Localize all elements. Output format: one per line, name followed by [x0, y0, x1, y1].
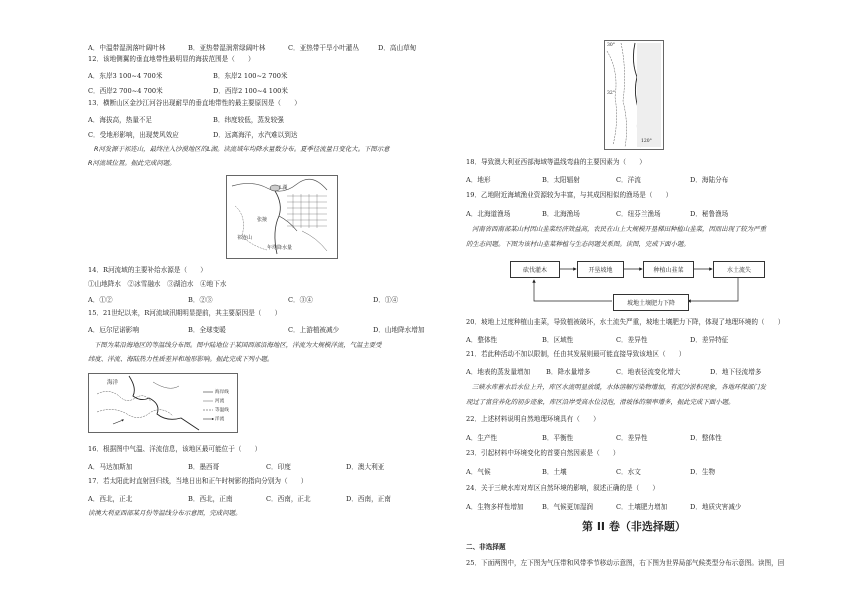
- q11-option-b: B．亚热带湿润常绿阔叶林: [188, 44, 266, 52]
- q17-option-a: A．西北，正北: [88, 495, 133, 503]
- intro-r-line2: R河流域位置。据此完成问题。: [88, 159, 176, 167]
- q17-stem: 17．若太阳此时直射回归线，当地日出和正午时树影的指向分别为（ ）: [88, 477, 308, 485]
- q16-option-a: A．马达加斯加: [88, 463, 133, 471]
- map2-legend-current: 洋流: [215, 417, 225, 422]
- q15-stem: 15．21世纪以来，R河流域汛期明显提前，其主要原因是（ ）: [88, 309, 282, 317]
- map2-label-sea: 海洋: [107, 380, 119, 386]
- q20-option-a: A．整体性: [466, 336, 498, 344]
- intro-henan-line2: 的生态问题。下图为该村山韭菜种植与生态问题关系图。读图，完成下面小题。: [466, 240, 690, 248]
- q21-option-c: C．地表径流变化增大: [616, 368, 681, 376]
- map2-legend-isotherm: 等温线: [215, 408, 229, 413]
- q15-option-d: D．山地降水增加: [373, 326, 425, 334]
- q24-option-c: C．土壤肥力增加: [616, 503, 668, 511]
- r-river-map: [226, 175, 338, 259]
- q20-option-b: B．区域性: [542, 336, 574, 344]
- map3-label-120: 120°: [641, 139, 652, 144]
- q12-option-d: D．西岸2 100~4 100米: [213, 87, 288, 95]
- q19-stem: 19．乙地附近海域渔业资源较为丰富，与其成因相似的渔场是（ ）: [466, 191, 673, 199]
- q15-option-b: B．全球变暖: [188, 326, 226, 334]
- flow-box-soil-erosion: 水土流失: [713, 261, 765, 278]
- q23-option-b: B．土壤: [542, 468, 567, 476]
- q11-option-a: A．中温带湿润落叶阔叶林: [88, 44, 166, 52]
- q15-option-c: C．上游植被减少: [288, 326, 340, 334]
- q23-option-a: A．气候: [466, 468, 491, 476]
- map1-label-qilian: 祁连山: [237, 235, 253, 241]
- q13-option-a: A．海拔高，热量不足: [88, 116, 153, 124]
- map1-label-zhangye: 张掖: [257, 217, 268, 223]
- intro-r-line1: R河发源于祁连山，最终注入沙漠地区的L湖。读流域年均降水量数分布。夏季径流量日变化大。下图示意: [94, 145, 390, 153]
- q19-option-d: D．秘鲁渔场: [690, 210, 729, 218]
- q17-option-d: D．西南，正南: [346, 495, 391, 503]
- map2-legend-coast: 海岸线: [215, 390, 229, 395]
- q24-stem: 24．关于三峡水库对库区自然环境的影响，叙述正确的是（ ）: [466, 484, 660, 492]
- q18-option-d: D．海陆分布: [690, 176, 729, 184]
- q14-option-d: D．①④: [373, 296, 399, 304]
- q11-option-d: D．高山草甸: [378, 44, 417, 52]
- australia-west-map: [604, 40, 664, 150]
- q16-option-c: C．印度: [266, 463, 291, 471]
- q14-option-b: B．②③: [188, 296, 213, 304]
- q13-option-b: B．纬度较低，蒸发较强: [213, 116, 284, 124]
- q15-option-a: A．厄尔尼诺影响: [88, 326, 139, 334]
- q23-option-c: C．水文: [616, 468, 641, 476]
- q21-stem: 21．若此种活动不加以限制，任由其发展则最可能直接导致该地区（ ）: [466, 350, 686, 358]
- q14-stem: 14．R河流域的主要补给水源是（ ）: [88, 266, 207, 274]
- q17-option-c: C．西南，正北: [266, 495, 311, 503]
- flow-box-soil-fertility: 坡地土壤肥力下降: [613, 294, 689, 311]
- flow-box-plant-chives: 种植山韭菜: [643, 261, 694, 278]
- q14-items: ①山地降水 ②冰雪融水 ③湖泊水 ④地下水: [88, 280, 227, 288]
- flow-box-cut-shrubs: 砍伐灌木: [510, 261, 560, 278]
- q20-option-c: C．差异性: [616, 336, 648, 344]
- q19-option-c: C．纽芬兰渔场: [616, 210, 661, 218]
- q23-stem: 23．引起材料中环境变化的首要自然因素是（ ）: [466, 449, 620, 457]
- q18-option-c: C．洋流: [616, 176, 641, 184]
- q22-option-b: B．平衡性: [542, 434, 574, 442]
- last-line: 读澳大利亚西部某月份等温线分布示意图，完成问题。: [88, 509, 242, 517]
- q13-stem: 13．横断山区金沙江河谷出现耐旱的垂直地带性的最主要原因是（ ）: [88, 99, 301, 107]
- q21-option-a: A．地表的蒸发量增加: [466, 368, 531, 376]
- q21-option-d: D．地下径流增多: [710, 368, 762, 376]
- map3-label-32: 32°: [607, 91, 615, 96]
- q25-stem: 25．下面两图中，左下图为气压带和风带季节移动示意图，右下图为世界局部气候类型分布示意图。读图，回: [466, 559, 785, 567]
- q16-option-d: D．澳大利亚: [346, 463, 385, 471]
- isotherm-map: [88, 373, 238, 433]
- part2-subtitle: 二、非选择题: [466, 543, 506, 551]
- intro-coast-line2: 纬度、洋流、海陆热力性质差异和地形影响。据此完成下列小题。: [88, 355, 274, 363]
- intro-coast-line1: 下图为某沿海地区的等温线分布图。图中陆地位于某国西部沿海地区，洋流为大规模洋流，气温主要受: [94, 341, 382, 349]
- q22-option-d: D．整体性: [690, 434, 722, 442]
- q19-option-b: B．北海渔场: [542, 210, 580, 218]
- q22-option-c: C．差异性: [616, 434, 648, 442]
- q12-stem: 12．该地侧翼的垂直地带性最明显的海拔范围是（ ）: [88, 55, 255, 63]
- part2-title: 第 II 卷（非选择题）: [582, 520, 686, 533]
- q12-option-a: A．东岸3 100~4 700米: [88, 72, 163, 80]
- intro-3g-line1: 三峡水库蓄水后水位上升，库区水流明显放缓，水体溶解污染物增加，有泥沙淤积现象，各地环保部门发: [472, 383, 766, 391]
- q20-stem: 20．坡地上过度种植山韭菜，导致植被破坏，水土流失严重，坡地土壤肥力下降，体现了地理环境的（ ）: [466, 318, 785, 326]
- q14-option-c: C．③④: [288, 296, 313, 304]
- q22-option-a: A．生产性: [466, 434, 498, 442]
- q11-option-c: C．亚热带干旱小叶灌丛: [288, 44, 359, 52]
- map1-label-lake: L湖: [279, 185, 288, 191]
- intro-henan-line1: 河南省西南部某山村因山韭菜经济效益高，农民在山上大规模开垦梯田种植山韭菜，因而出现了较为严重: [472, 225, 766, 233]
- q16-option-b: B．墨西哥: [188, 463, 220, 471]
- q18-option-a: A．地形: [466, 176, 491, 184]
- intro-3g-line2: 现过了富营养化的初步迹象，库区沿岸受高水位浸泡，滑坡体的频率增多，据此完成下面小题。: [466, 398, 735, 406]
- q13-option-d: D．远离海洋，水汽难以到达: [213, 131, 298, 139]
- flow-box-reclaim-slopes: 开垦坡地: [577, 261, 624, 278]
- q12-option-c: C．西岸2 700~4 700米: [88, 87, 163, 95]
- q13-option-c: C．受地形影响，出现焚风效应: [88, 131, 179, 139]
- q20-option-d: D．差异特征: [690, 336, 729, 344]
- q22-stem: 22．上述材料说明自然地理环境具有（ ）: [466, 415, 600, 423]
- map3-label-30: 30°: [607, 43, 615, 48]
- map2-legend-river: 河流: [215, 399, 225, 404]
- q21-option-b: B．降水量增多: [546, 368, 591, 376]
- q18-option-b: B．太阳辐射: [542, 176, 580, 184]
- q18-stem: 18．导致澳大利亚西部海域等温线弯曲的主要因素为（ ）: [466, 158, 646, 166]
- q23-option-d: D．生物: [690, 468, 716, 476]
- flow-diagram: [510, 258, 780, 314]
- map1-label-legend: 年均降水量: [267, 245, 293, 251]
- q14-option-a: A．①②: [88, 296, 113, 304]
- q17-option-b: B．西北，正南: [188, 495, 233, 503]
- q24-option-b: B．气候更加湿润: [542, 503, 594, 511]
- q12-option-b: B．东岸2 100~2 700米: [213, 72, 288, 80]
- q24-option-d: D．地质灾害减少: [690, 503, 742, 511]
- q19-option-a: A．北海道渔场: [466, 210, 511, 218]
- q24-option-a: A．生物多样性增加: [466, 503, 524, 511]
- q16-stem: 16．根据图中气温、洋流信息，该地区最可能位于（ ）: [88, 445, 262, 453]
